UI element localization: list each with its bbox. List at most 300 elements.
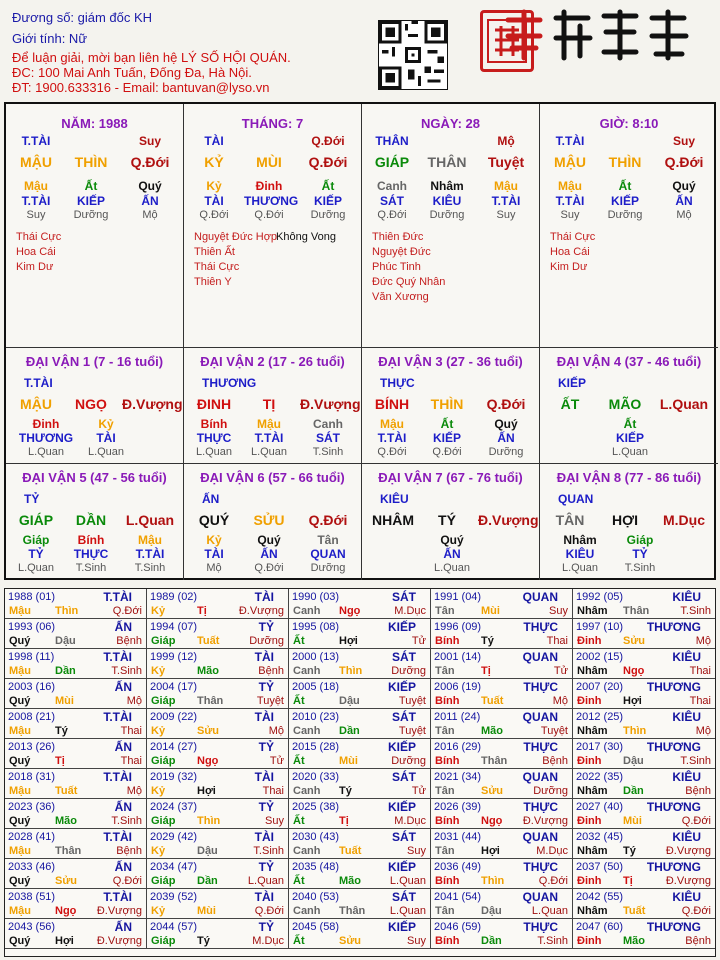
year-label: 2030 (43) <box>292 831 340 843</box>
luck-main: Đ.Vượng <box>122 396 183 412</box>
year-cell <box>289 799 431 829</box>
year-label: 2042 (55) <box>576 891 624 903</box>
year-label: 2006 (19) <box>434 681 482 693</box>
year-stem: Tân <box>435 845 455 857</box>
luck-cycle-3 <box>362 348 540 464</box>
year-god: THƯƠNG <box>646 860 701 874</box>
year-branch: Ngọ <box>481 815 503 827</box>
year-stage: Bệnh <box>542 755 568 767</box>
pillar-stage: Q.Đới <box>254 209 284 221</box>
pillar-god: Q.Đới <box>311 134 345 148</box>
year-god: TÀI <box>254 890 274 904</box>
year-stem: Tân <box>435 725 455 737</box>
year-label: 2004 (17) <box>150 681 198 693</box>
year-label: 2019 (32) <box>150 771 198 783</box>
year-stem: Nhâm <box>577 905 608 917</box>
luck-main: BÍNH <box>374 396 410 412</box>
year-cell <box>573 829 715 859</box>
year-god: SÁT <box>392 590 416 604</box>
pillar-main: GIÁP <box>374 154 410 170</box>
year-stem: Canh <box>293 665 321 677</box>
pillar-god: Suy <box>672 134 695 148</box>
year-stem: Kỷ <box>151 665 166 677</box>
luck-hidden-god: QUAN <box>310 547 346 561</box>
year-god: TỶ <box>258 860 274 874</box>
pillar-star: Thái Cực <box>194 261 240 273</box>
luck-stem: Canh <box>313 417 343 431</box>
year-cell <box>431 619 573 649</box>
year-cell <box>147 709 289 739</box>
year-cell <box>431 739 573 769</box>
year-stem: Đinh <box>577 635 602 647</box>
year-stem: Ất <box>293 935 305 947</box>
luck-stem: Giáp <box>22 533 50 547</box>
luck-god: T.TÀI <box>24 376 53 390</box>
luck-main: HỢI <box>612 512 638 528</box>
year-god: KIẾP <box>387 800 416 814</box>
year-cell <box>289 769 431 799</box>
year-branch: Tý <box>55 725 68 737</box>
year-god: KIÊU <box>672 590 701 604</box>
pillar-hidden-god: TÀI <box>204 194 224 208</box>
year-stem: Ất <box>293 695 305 707</box>
pillar-star: Thiên Y <box>194 276 232 288</box>
luck-cycle-6 <box>184 464 362 580</box>
year-stage: Suy <box>549 605 568 617</box>
pillar-star: Hoa Cái <box>16 246 56 258</box>
pillar-title: GIỜ: 8:10 <box>599 116 659 131</box>
year-branch: Dậu <box>339 695 360 707</box>
year-label: 2012 (25) <box>576 711 624 723</box>
pillar-hidden-god: KIÊU <box>432 194 462 208</box>
year-stem: Quý <box>9 815 31 827</box>
luck-hidden-god: KIẾP <box>432 431 461 445</box>
year-stage: Đ.Vượng <box>238 605 284 617</box>
year-branch: Dần <box>55 665 76 677</box>
year-cell <box>573 919 715 949</box>
pillar-stem: Ất <box>321 179 335 193</box>
year-cell <box>5 619 147 649</box>
luck-stage: L.Quan <box>250 446 288 458</box>
pillar-stem: Mậu <box>558 179 582 193</box>
pillar-title: NĂM: 1988 <box>61 116 128 131</box>
year-cell <box>147 769 289 799</box>
year-god: ẤN <box>114 860 132 874</box>
year-stem: Đinh <box>577 935 602 947</box>
year-cell <box>147 589 289 619</box>
year-stage: Dưỡng <box>391 665 426 677</box>
luck-stage: T.Sinh <box>75 562 107 574</box>
pillar-god: Suy <box>138 134 161 148</box>
pillar-star: Phúc Tinh <box>372 261 421 273</box>
pillar-main: Q.Đới <box>308 154 348 170</box>
year-label: 2036 (49) <box>434 861 482 873</box>
luck-hidden-god: T.TÀI <box>254 431 284 445</box>
year-cell <box>573 709 715 739</box>
year-stage: Tử <box>411 785 426 797</box>
year-branch: Hợi <box>623 695 642 707</box>
luck-stem: Đinh <box>32 417 60 431</box>
pillar-stage: Dưỡng <box>73 209 109 221</box>
year-god: KIẾP <box>387 620 416 634</box>
luck-main: Đ.Vượng <box>300 396 361 412</box>
year-branch: Dậu <box>481 905 502 917</box>
year-label: 2017 (30) <box>576 741 624 753</box>
year-god: ẤN <box>114 680 132 694</box>
year-stem: Kỷ <box>151 785 166 797</box>
year-stage: T.Sinh <box>111 665 142 677</box>
year-label: 2044 (57) <box>150 921 198 933</box>
year-god: KIÊU <box>672 650 701 664</box>
pillar-star: Nguyệt Đức <box>372 246 431 258</box>
luck-stage: Q.Đới <box>432 446 462 458</box>
year-branch: Tị <box>197 605 207 617</box>
luck-god: KIÊU <box>380 492 409 506</box>
year-cell <box>573 889 715 919</box>
year-god: QUAN <box>522 710 558 724</box>
year-stem: Bính <box>435 635 460 647</box>
year-stage: Tuyệt <box>398 725 426 737</box>
year-stage: Mộ <box>126 695 142 707</box>
year-cell <box>147 889 289 919</box>
year-cell <box>573 799 715 829</box>
luck-god: QUAN <box>558 492 594 506</box>
luck-main: M.Dục <box>663 512 705 528</box>
year-label: 2034 (47) <box>150 861 198 873</box>
year-cell <box>5 799 147 829</box>
pillar-star: Thiên Ất <box>194 246 235 258</box>
year-stage: L.Quan <box>389 875 426 887</box>
contact-phone-email: ĐT: 1900.633316 - Email: bantuvan@lyso.vn <box>12 80 270 95</box>
pillar-0 <box>6 104 184 348</box>
year-cell <box>431 769 573 799</box>
year-stem: Bính <box>435 695 460 707</box>
year-branch: Dậu <box>623 755 644 767</box>
year-god: T.TÀI <box>103 830 132 844</box>
year-label: 2032 (45) <box>576 831 624 843</box>
year-label: 2016 (29) <box>434 741 482 753</box>
year-branch: Thìn <box>55 605 79 617</box>
luck-stem: Kỷ <box>98 417 114 431</box>
pillar-star: Hoa Cái <box>550 246 590 258</box>
pillar-stem: Quý <box>672 179 696 193</box>
year-cell <box>147 799 289 829</box>
year-stage: Đ.Vượng <box>665 845 711 857</box>
luck-god: THỰC <box>380 376 415 390</box>
year-stage: Thai <box>689 665 711 677</box>
luck-stage: Dưỡng <box>488 446 524 458</box>
pillar-stem: Đinh <box>255 179 283 193</box>
year-branch: Thìn <box>623 725 647 737</box>
year-branch: Tị <box>55 755 65 767</box>
pillar-title: NGÀY: 28 <box>421 116 480 131</box>
luck-title: ĐẠI VẬN 4 (37 - 46 tuổi) <box>556 354 702 369</box>
year-god: KIÊU <box>672 710 701 724</box>
luck-stem: Mậu <box>380 417 404 431</box>
pillar-stem: Ất <box>618 179 632 193</box>
year-label: 2027 (40) <box>576 801 624 813</box>
luck-stage: T.Sinh <box>134 562 166 574</box>
year-branch: Tuất <box>623 905 646 917</box>
pillar-god: Mộ <box>497 134 515 148</box>
year-branch: Mùi <box>197 905 216 917</box>
year-cell <box>289 649 431 679</box>
luck-hidden-god: THỰC <box>196 431 232 445</box>
year-cell <box>431 829 573 859</box>
year-cell <box>147 679 289 709</box>
year-cell <box>147 619 289 649</box>
luck-main: MÃO <box>608 396 642 412</box>
year-god: TÀI <box>254 770 274 784</box>
pillar-stage: Dưỡng <box>429 209 465 221</box>
luck-title: ĐẠI VẬN 6 (57 - 66 tuổi) <box>200 470 345 485</box>
luck-stem: Bính <box>77 533 105 547</box>
year-stage: Tuyệt <box>398 695 426 707</box>
year-branch: Dần <box>339 725 360 737</box>
luck-main: TÝ <box>438 512 456 528</box>
year-label: 2020 (33) <box>292 771 340 783</box>
pillar-3 <box>540 104 718 348</box>
year-branch: Mùi <box>339 755 358 767</box>
pillar-hidden-god: KIẾP <box>610 194 639 208</box>
year-label: 2013 (26) <box>8 741 56 753</box>
luck-stem: Quý <box>494 417 518 431</box>
year-label: 1991 (04) <box>434 591 482 603</box>
year-stage: Dưỡng <box>533 785 568 797</box>
year-stem: Quý <box>9 635 31 647</box>
pillar-hidden-god: KIẾP <box>76 194 105 208</box>
year-stem: Giáp <box>151 875 176 887</box>
year-stem: Giáp <box>151 635 176 647</box>
pillar-main: MẬU <box>554 154 586 170</box>
luck-hidden-god: TỶ <box>28 547 44 561</box>
year-label: 2000 (13) <box>292 651 340 663</box>
year-branch: Tý <box>481 635 494 647</box>
year-branch: Mão <box>623 935 645 947</box>
year-cell <box>431 709 573 739</box>
year-stem: Mậu <box>9 845 31 857</box>
pillar-star: Thiên Đức <box>372 231 424 243</box>
pillar-star: Văn Xương <box>372 291 429 303</box>
year-cell <box>573 649 715 679</box>
year-cell <box>147 739 289 769</box>
year-cell <box>5 889 147 919</box>
luck-hidden-god: TỶ <box>632 547 648 561</box>
year-branch: Dậu <box>197 845 218 857</box>
year-branch: Thân <box>197 695 224 707</box>
year-god: KIẾP <box>387 920 416 934</box>
year-stem: Đinh <box>577 815 602 827</box>
year-branch: Tý <box>339 785 352 797</box>
year-cell <box>431 589 573 619</box>
pillars-chart <box>4 102 716 580</box>
luck-stage: L.Quan <box>87 446 125 458</box>
year-stem: Ất <box>293 755 305 767</box>
year-stem: Giáp <box>151 935 176 947</box>
year-god: THƯƠNG <box>646 680 701 694</box>
year-stage: M.Dục <box>394 605 426 617</box>
year-label: 2033 (46) <box>8 861 56 873</box>
pillar-hidden-god: ẤN <box>141 194 159 208</box>
year-cell <box>289 919 431 949</box>
year-stage: Thai <box>546 635 568 647</box>
pillar-star: Đức Quý Nhân <box>372 276 446 288</box>
pillar-stage: Suy <box>496 209 516 221</box>
year-god: QUAN <box>522 650 558 664</box>
year-stem: Quý <box>9 935 31 947</box>
luck-cycle-2 <box>184 348 362 464</box>
year-stem: Quý <box>9 875 31 887</box>
year-cell <box>5 829 147 859</box>
pillar-stage: Dưỡng <box>607 209 643 221</box>
year-stem: Mậu <box>9 725 31 737</box>
year-branch: Tị <box>339 815 349 827</box>
year-god: T.TÀI <box>103 770 132 784</box>
year-stem: Giáp <box>151 755 176 767</box>
year-label: 2005 (18) <box>292 681 340 693</box>
year-label: 2026 (39) <box>434 801 482 813</box>
luck-title: ĐẠI VẬN 8 (77 - 86 tuổi) <box>556 470 702 485</box>
year-stage: Tuyệt <box>540 725 568 737</box>
luck-stage: L.Quan <box>433 562 471 574</box>
year-cell <box>147 859 289 889</box>
year-label: 2046 (59) <box>434 921 482 933</box>
year-stage: Mộ <box>695 635 711 647</box>
pillar-stage: Mộ <box>676 209 692 221</box>
year-god: QUAN <box>522 770 558 784</box>
luck-stem: Mậu <box>257 417 281 431</box>
year-god: TỶ <box>258 800 274 814</box>
year-stem: Giáp <box>151 815 176 827</box>
year-stage: Suy <box>407 935 426 947</box>
pillar-2 <box>362 104 540 348</box>
year-stem: Canh <box>293 605 321 617</box>
year-branch: Ngọ <box>339 605 361 617</box>
year-branch: Hợi <box>55 935 74 947</box>
year-god: T.TÀI <box>103 590 132 604</box>
year-stem: Mậu <box>9 785 31 797</box>
year-branch: Thìn <box>197 815 221 827</box>
luck-hidden-god: T.TÀI <box>377 431 407 445</box>
pillar-stage: Q.Đới <box>199 209 229 221</box>
luck-main: DẦN <box>75 512 107 528</box>
year-branch: Hợi <box>197 785 216 797</box>
year-stem: Ất <box>293 875 305 887</box>
year-stage: Bệnh <box>116 635 142 647</box>
pillar-main: MẬU <box>20 154 52 170</box>
year-branch: Tuất <box>481 695 504 707</box>
year-god: KIÊU <box>672 770 701 784</box>
year-stem: Kỷ <box>151 845 166 857</box>
year-god: SÁT <box>392 650 416 664</box>
luck-main: GIÁP <box>18 512 54 528</box>
year-stem: Nhâm <box>577 725 608 737</box>
year-stem: Canh <box>293 845 321 857</box>
luck-stem: Quý <box>257 533 281 547</box>
luck-god: TỶ <box>24 492 40 506</box>
pillar-stem: Kỷ <box>206 179 222 193</box>
year-stage: Mộ <box>552 695 568 707</box>
year-god: TỶ <box>258 740 274 754</box>
year-stem: Kỷ <box>151 725 166 737</box>
luck-stage: L.Quan <box>611 446 649 458</box>
pillar-hidden-god: T.TÀI <box>555 194 585 208</box>
year-cell <box>289 589 431 619</box>
contact-address: ĐC: 100 Mai Anh Tuấn, Đống Đa, Hà Nội. <box>12 65 252 80</box>
year-branch: Mùi <box>481 605 500 617</box>
luck-main: Q.Đới <box>486 396 526 412</box>
pillar-stage: Q.Đới <box>377 209 407 221</box>
year-branch: Thân <box>339 905 366 917</box>
year-stage: Tử <box>553 665 568 677</box>
year-stem: Bính <box>435 815 460 827</box>
year-god: SÁT <box>392 710 416 724</box>
pillar-stage: Suy <box>26 209 46 221</box>
year-god: TỶ <box>258 920 274 934</box>
luck-main: SỬU <box>253 512 285 528</box>
luck-stem: Quý <box>440 533 464 547</box>
year-label: 2011 (24) <box>434 711 481 723</box>
luck-title: ĐẠI VẬN 1 (7 - 16 tuổi) <box>25 354 164 369</box>
luck-god: ẤN <box>202 492 220 506</box>
luck-title: ĐẠI VẬN 5 (47 - 56 tuổi) <box>22 470 167 485</box>
year-branch: Dần <box>197 875 218 887</box>
year-branch: Dậu <box>55 635 76 647</box>
year-god: T.TÀI <box>103 710 132 724</box>
year-cell <box>573 589 715 619</box>
year-stem: Bính <box>435 875 460 887</box>
year-branch: Mão <box>197 665 219 677</box>
year-stem: Tân <box>435 605 455 617</box>
brand-logo <box>500 8 700 74</box>
year-label: 2002 (15) <box>576 651 624 663</box>
year-label: 1992 (05) <box>576 591 624 603</box>
year-label: 2014 (27) <box>150 741 198 753</box>
year-branch: Thân <box>481 755 508 767</box>
year-god: THỰC <box>523 680 558 694</box>
year-stage: T.Sinh <box>253 845 284 857</box>
pillar-main: KỶ <box>204 154 224 170</box>
year-stage: Tuyệt <box>256 695 284 707</box>
year-branch: Tý <box>623 845 636 857</box>
year-branch: Thân <box>55 845 82 857</box>
year-label: 2003 (16) <box>8 681 56 693</box>
pillar-star: Nguyệt Đức Hợp <box>194 231 278 243</box>
qr-code[interactable] <box>378 20 448 90</box>
subject-name: Đương số: giám đốc KH <box>12 10 153 25</box>
year-god: KIÊU <box>672 890 701 904</box>
year-branch: Tuất <box>339 845 362 857</box>
luck-main: QUÝ <box>198 512 230 528</box>
year-stage: T.Sinh <box>111 815 142 827</box>
luck-stage: Dưỡng <box>310 562 346 574</box>
void-star: Không Vong <box>276 231 336 243</box>
pillar-main: THÌN <box>608 154 642 170</box>
year-branch: Sửu <box>55 875 78 887</box>
year-label: 1996 (09) <box>434 621 482 633</box>
year-god: KIẾP <box>387 680 416 694</box>
luck-cycle-5 <box>6 464 184 580</box>
luck-main: Q.Đới <box>308 512 348 528</box>
pillar-god: T.TÀI <box>21 134 51 148</box>
year-branch: Thìn <box>481 875 505 887</box>
year-stage: M.Dục <box>536 845 568 857</box>
year-label: 1993 (06) <box>8 621 56 633</box>
year-god: THỰC <box>523 800 558 814</box>
year-label: 2023 (36) <box>8 801 56 813</box>
year-branch: Ngọ <box>623 665 645 677</box>
year-cell <box>289 619 431 649</box>
